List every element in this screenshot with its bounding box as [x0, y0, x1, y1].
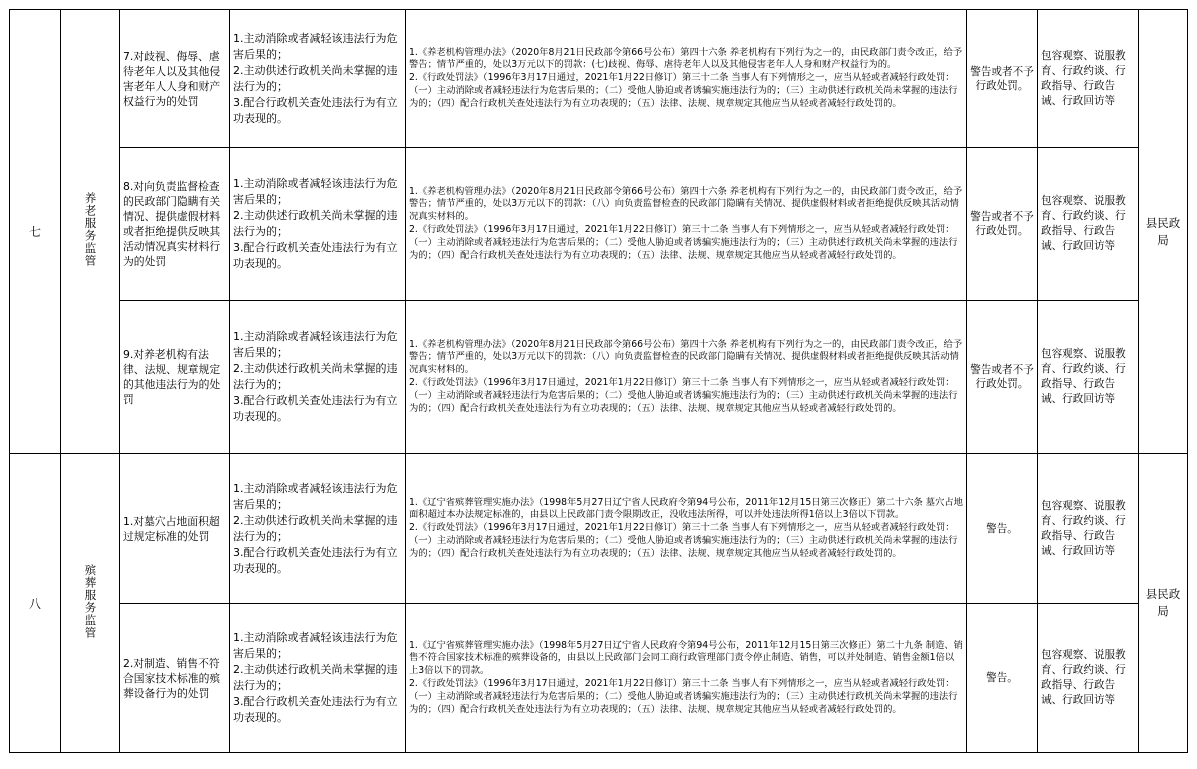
legal-basis	[406, 604, 967, 753]
penalty-standard: 警告或者不予行政处罚。	[967, 10, 1038, 148]
enforcement-mode: 包容观察、说服教育、行政约谈、行政指导、行政告诫、行政回访等	[1038, 454, 1139, 604]
condition-item: 3.配合行政机关查处违法行为有立功表现的。	[233, 545, 398, 575]
condition-item: 2.主动供述行政机关尚未掌握的违法行为的；	[233, 513, 398, 543]
responsible-org: 县民政局	[1139, 10, 1188, 454]
enforcement-mode: 包容观察、说服教育、行政约谈、行政指导、行政告诫、行政回访等	[1038, 301, 1139, 454]
legal-basis	[406, 454, 967, 604]
table-row	[10, 454, 1188, 604]
penalty-standard: 警告或者不予行政处罚。	[967, 148, 1038, 301]
basis-item: 2.《行政处罚法》（1996年3月17日通过，2021年1月22日修订）第三十二条 当事人有下列情形之一，应当从轻或者减轻行政处罚：（一）主动消除或者减轻违法行为危害后果的；（二）受他人胁迫或者诱骗实施违法行为的；（三）主动供述行政机关尚未掌握的违法行为的；（四）配合行政机关查处违法行为有立功表现的；（五）法律、法规、规章规定其他应当从轻或者减轻行政处罚的。	[409, 377, 958, 414]
section-category	[61, 454, 120, 753]
basis-item: 2.《行政处罚法》（1996年3月17日通过，2021年1月22日修订）第三十二条 当事人有下列情形之一，应当从轻或者减轻行政处罚：（一）主动消除或者减轻违法行为危害后果的；（二）受他人胁迫或者诱骗实施违法行为的；（三）主动供述行政机关尚未掌握的违法行为的；（四）配合行政机关查处违法行为有立功表现的；（五）法律、法规、规章规定其他应当从轻或者减轻行政处罚的。	[409, 72, 958, 109]
condition-item: 3.配合行政机关查处违法行为有立功表现的。	[233, 394, 398, 423]
legal-basis	[406, 148, 967, 301]
mitigation-conditions	[230, 301, 406, 454]
mitigation-conditions	[230, 454, 406, 604]
condition-item: 2.主动供述行政机关尚未掌握的违法行为的；	[233, 209, 398, 238]
condition-item: 1.主动消除或者减轻该违法行为危害后果的；	[233, 31, 398, 61]
responsible-org: 县民政局	[1139, 454, 1188, 753]
section-category-label: 养老服务监管	[83, 192, 98, 267]
condition-item: 2.主动供述行政机关尚未掌握的违法行为的；	[233, 663, 398, 692]
regulation-table	[9, 9, 1188, 753]
table-row	[10, 148, 1188, 301]
mitigation-conditions	[230, 10, 406, 148]
basis-item: 2.《行政处罚法》（1996年3月17日通过，2021年1月22日修订）第三十二条 当事人有下列情形之一，应当从轻或者减轻行政处罚：（一）主动消除或者减轻违法行为危害后果的；（二）受他人胁迫或者诱骗实施违法行为的；（三）主动供述行政机关尚未掌握的违法行为的；（四）配合行政机关查处违法行为有立功表现的；（五）法律、法规、规章规定其他应当从轻或者减轻行政处罚的。	[409, 678, 958, 715]
penalty-standard: 警告。	[967, 454, 1038, 604]
violation-situation: 2.对制造、销售不符合国家技术标准的殡葬设备行为的处罚	[120, 604, 230, 753]
violation-situation: 8.对向负责监督检查的民政部门隐瞒有关情况、提供虚假材料或者拒绝提供反映其活动情况真实材料行为的处罚	[120, 148, 230, 301]
condition-item: 3.配合行政机关查处违法行为有立功表现的。	[233, 695, 398, 724]
condition-item: 1.主动消除或者减轻该违法行为危害后果的；	[233, 177, 398, 206]
basis-item: 1.《辽宁省殡葬管理实施办法》（1998年5月27日辽宁省人民政府令第94号公布，2011年12月15日第三次修正）第二十九条 制造、销售不符合国家技术标准的殡葬设备的，由县以上民政部门会同工商行政管理部门责令停止制造、销售，可以并处制造、销售金额1倍以上3倍以下的罚款。	[409, 639, 963, 677]
condition-item: 2.主动供述行政机关尚未掌握的违法行为的；	[233, 63, 398, 93]
violation-situation: 1.对墓穴占地面积超过规定标准的处罚	[120, 454, 230, 604]
penalty-standard: 警告。	[967, 604, 1038, 753]
condition-item: 3.配合行政机关查处违法行为有立功表现的。	[233, 241, 398, 270]
enforcement-mode: 包容观察、说服教育、行政约谈、行政指导、行政告诫、行政回访等	[1038, 10, 1139, 148]
violation-situation: 9.对养老机构有法律、法规、规章规定的其他违法行为的处罚	[120, 301, 230, 454]
condition-item: 3.配合行政机关查处违法行为有立功表现的。	[233, 95, 398, 125]
penalty-standard: 警告或者不予行政处罚。	[967, 301, 1038, 454]
condition-item: 1.主动消除或者减轻该违法行为危害后果的；	[233, 330, 398, 359]
mitigation-conditions	[230, 148, 406, 301]
table-row	[10, 604, 1188, 753]
enforcement-mode: 包容观察、说服教育、行政约谈、行政指导、行政告诫、行政回访等	[1038, 604, 1139, 753]
basis-item: 2.《行政处罚法》（1996年3月17日通过，2021年1月22日修订）第三十二条 当事人有下列情形之一，应当从轻或者减轻行政处罚：（一）主动消除或者减轻违法行为危害后果的；（二）受他人胁迫或者诱骗实施违法行为的；（三）主动供述行政机关尚未掌握的违法行为的；（四）配合行政机关查处违法行为有立功表现的；（五）法律、法规、规章规定其他应当从轻或者减轻行政处罚的。	[409, 522, 958, 559]
table-row	[10, 10, 1188, 148]
enforcement-mode: 包容观察、说服教育、行政约谈、行政指导、行政告诫、行政回访等	[1038, 148, 1139, 301]
table-row	[10, 301, 1188, 454]
condition-item: 1.主动消除或者减轻该违法行为危害后果的；	[233, 631, 398, 660]
basis-item: 1.《养老机构管理办法》（2020年8月21日民政部令第66号公布）第四十六条 养老机构有下列行为之一的，由民政部门责令改正，给予警告；情节严重的，处以3万元以下的罚款：(七)歧视、侮辱、虐待老年人以及其他侵害老年人人身和财产权益行为的。	[409, 46, 963, 71]
basis-item: 1.《养老机构管理办法》（2020年8月21日民政部令第66号公布）第四十六条 养老机构有下列行为之一的，由民政部门责令改正，给予警告；情节严重的，处以3万元以下的罚款：（八）向负责监督检查的民政部门隐瞒有关情况、提供虚假材料或者拒绝提供反映其活动情况真实材料的。	[409, 185, 963, 223]
basis-item: 1.《养老机构管理办法》（2020年8月21日民政部令第66号公布）第四十六条 养老机构有下列行为之一的，由民政部门责令改正，给予警告；情节严重的，处以3万元以下的罚款：（八）向负责监督检查的民政部门隐瞒有关情况、提供虚假材料或者拒绝提供反映其活动情况真实材料的。	[409, 338, 963, 376]
basis-item: 2.《行政处罚法》（1996年3月17日通过，2021年1月22日修订）第三十二条 当事人有下列情形之一，应当从轻或者减轻行政处罚：（一）主动消除或者减轻违法行为危害后果的；（二）受他人胁迫或者诱骗实施违法行为的；（三）主动供述行政机关尚未掌握的违法行为的；（四）配合行政机关查处违法行为有立功表现的；（五）法律、法规、规章规定其他应当从轻或者减轻行政处罚的。	[409, 224, 958, 261]
section-number: 八	[10, 454, 61, 753]
basis-item: 1.《辽宁省殡葬管理实施办法》（1998年5月27日辽宁省人民政府令第94号公布，2011年12月15日第三次修正）第二十六条 墓穴占地面积超过本办法规定标准的，由县以上民政部门责令限期改正，没收违法所得，可以并处违法所得1倍以上3倍以下罚款。	[409, 496, 963, 521]
legal-basis	[406, 10, 967, 148]
condition-item: 2.主动供述行政机关尚未掌握的违法行为的；	[233, 362, 398, 391]
violation-situation: 7.对歧视、侮辱、虐待老年人以及其他侵害老年人人身和财产权益行为的处罚	[120, 10, 230, 148]
section-category-label: 殡葬服务监管	[83, 563, 98, 639]
section-number: 七	[10, 10, 61, 454]
mitigation-conditions	[230, 604, 406, 753]
section-category	[61, 10, 120, 454]
legal-basis	[406, 301, 967, 454]
condition-item: 1.主动消除或者减轻该违法行为危害后果的；	[233, 481, 398, 511]
